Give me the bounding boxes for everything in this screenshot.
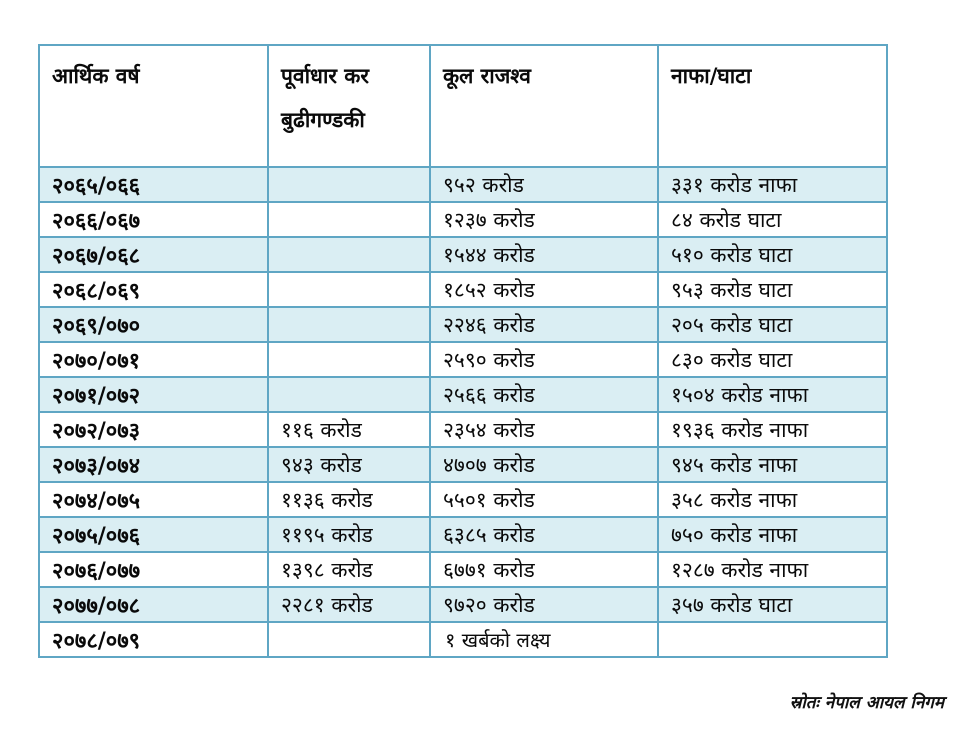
total-revenue-cell: २३५४ करोड xyxy=(430,412,658,447)
fiscal-year-cell: २०७५/०७६ xyxy=(39,517,268,552)
table-header-row xyxy=(39,45,887,167)
profit-loss-cell: ३३१ करोड नाफा xyxy=(658,167,887,202)
profit-loss-cell: ९५३ करोड घाटा xyxy=(658,272,887,307)
table-row xyxy=(39,552,887,587)
total-revenue-cell: २२४६ करोड xyxy=(430,307,658,342)
header-infrastructure-tax: पूर्वाधार कर बुढीगण्डकी xyxy=(268,45,430,167)
table-row xyxy=(39,272,887,307)
fiscal-year-cell: २०७२/०७३ xyxy=(39,412,268,447)
infrastructure-tax-cell xyxy=(268,622,430,657)
profit-loss-cell: १५०४ करोड नाफा xyxy=(658,377,887,412)
fiscal-year-cell: २०७६/०७७ xyxy=(39,552,268,587)
total-revenue-cell: ६७७१ करोड xyxy=(430,552,658,587)
profit-loss-cell: ८४ करोड घाटा xyxy=(658,202,887,237)
table-row xyxy=(39,447,887,482)
infrastructure-tax-cell xyxy=(268,377,430,412)
infrastructure-tax-cell xyxy=(268,167,430,202)
table-row xyxy=(39,202,887,237)
total-revenue-cell: २५९० करोड xyxy=(430,342,658,377)
fiscal-year-cell: २०७८/०७९ xyxy=(39,622,268,657)
total-revenue-cell: १५४४ करोड xyxy=(430,237,658,272)
fiscal-year-cell: २०७३/०७४ xyxy=(39,447,268,482)
infrastructure-tax-cell: ११६ करोड xyxy=(268,412,430,447)
fiscal-year-cell: २०७१/०७२ xyxy=(39,377,268,412)
header-total-revenue: कूल राजश्व xyxy=(430,45,658,167)
table-row xyxy=(39,342,887,377)
revenue-table xyxy=(38,44,888,658)
table-row xyxy=(39,622,887,657)
infrastructure-tax-cell: २२८१ करोड xyxy=(268,587,430,622)
infrastructure-tax-cell xyxy=(268,307,430,342)
profit-loss-cell: ७५० करोड नाफा xyxy=(658,517,887,552)
fiscal-year-cell: २०७७/०७८ xyxy=(39,587,268,622)
infrastructure-tax-cell: ११९५ करोड xyxy=(268,517,430,552)
total-revenue-cell: ६३८५ करोड xyxy=(430,517,658,552)
fiscal-year-cell: २०६९/०७० xyxy=(39,307,268,342)
table-row xyxy=(39,167,887,202)
profit-loss-cell: १२८७ करोड नाफा xyxy=(658,552,887,587)
table-row xyxy=(39,237,887,272)
table-row xyxy=(39,482,887,517)
total-revenue-cell: २५६६ करोड xyxy=(430,377,658,412)
profit-loss-cell: ३५७ करोड घाटा xyxy=(658,587,887,622)
profit-loss-cell: १९३६ करोड नाफा xyxy=(658,412,887,447)
total-revenue-cell: १८५२ करोड xyxy=(430,272,658,307)
total-revenue-cell: १ खर्बको लक्ष्य xyxy=(430,622,658,657)
table-row xyxy=(39,307,887,342)
infrastructure-tax-cell: ११३६ करोड xyxy=(268,482,430,517)
infrastructure-tax-cell xyxy=(268,237,430,272)
table-row xyxy=(39,517,887,552)
infrastructure-tax-cell xyxy=(268,272,430,307)
total-revenue-cell: ४७०७ करोड xyxy=(430,447,658,482)
infrastructure-tax-cell: १३९८ करोड xyxy=(268,552,430,587)
table-row xyxy=(39,377,887,412)
total-revenue-cell: ९७२० करोड xyxy=(430,587,658,622)
fiscal-year-cell: २०६५/०६६ xyxy=(39,167,268,202)
fiscal-year-cell: २०६७/०६८ xyxy=(39,237,268,272)
table-row xyxy=(39,587,887,622)
header-fiscal-year: आर्थिक वर्ष xyxy=(39,45,268,167)
header-profit-loss: नाफा/घाटा xyxy=(658,45,887,167)
fiscal-year-cell: २०७०/०७१ xyxy=(39,342,268,377)
profit-loss-cell: ९४५ करोड नाफा xyxy=(658,447,887,482)
total-revenue-cell: ९५२ करोड xyxy=(430,167,658,202)
profit-loss-cell: ५१० करोड घाटा xyxy=(658,237,887,272)
profit-loss-cell xyxy=(658,622,887,657)
profit-loss-cell: ८३० करोड घाटा xyxy=(658,342,887,377)
infrastructure-tax-cell xyxy=(268,202,430,237)
fiscal-year-cell: २०७४/०७५ xyxy=(39,482,268,517)
total-revenue-cell: ५५०१ करोड xyxy=(430,482,658,517)
fiscal-year-cell: २०६८/०६९ xyxy=(39,272,268,307)
source-note: स्रोतः नेपाल आयल निगम xyxy=(789,693,944,713)
total-revenue-cell: १२३७ करोड xyxy=(430,202,658,237)
infrastructure-tax-cell xyxy=(268,342,430,377)
profit-loss-cell: २०५ करोड घाटा xyxy=(658,307,887,342)
fiscal-year-cell: २०६६/०६७ xyxy=(39,202,268,237)
infrastructure-tax-cell: ९४३ करोड xyxy=(268,447,430,482)
table-row xyxy=(39,412,887,447)
table-body xyxy=(39,167,887,657)
profit-loss-cell: ३५८ करोड नाफा xyxy=(658,482,887,517)
